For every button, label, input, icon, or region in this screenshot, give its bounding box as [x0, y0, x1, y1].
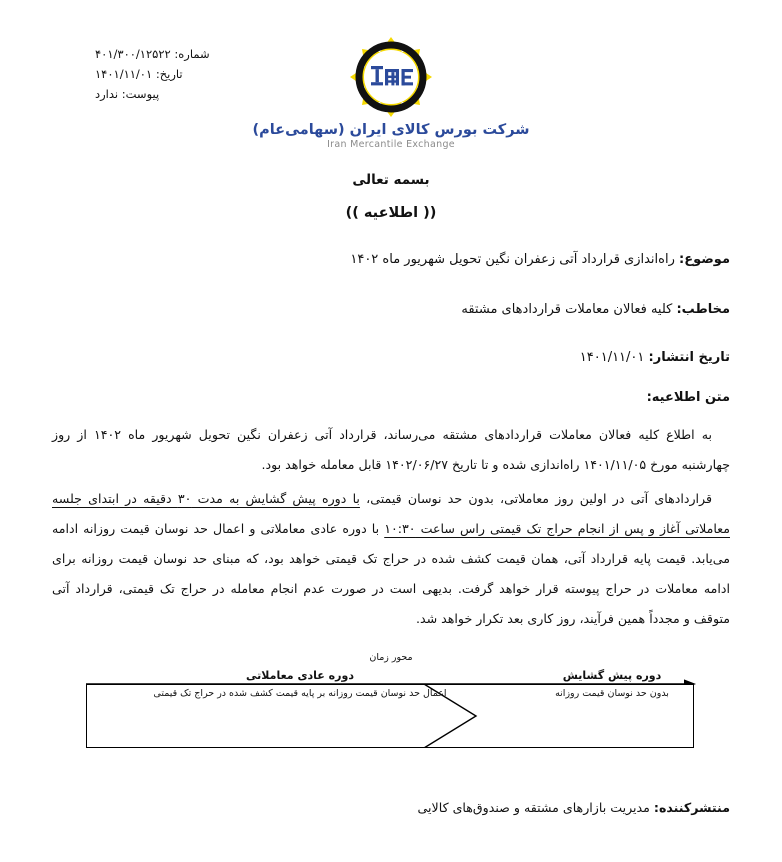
publish-date-value: ۱۴۰۱/۱۱/۰۱ [579, 350, 645, 365]
audience-value: کلیه فعالان معاملات قراردادهای مشتقه [461, 302, 673, 317]
field-subject [52, 252, 730, 267]
phase-normal-session-title: دوره عادی معاملاتی [246, 669, 354, 682]
meta-date-label: تاریخ: [155, 67, 183, 81]
subject-label: موضوع: [679, 252, 730, 267]
company-logo [0, 36, 782, 150]
phase-pre-opening [532, 652, 692, 716]
bismillah-line: بسمه تعالی [352, 172, 430, 188]
field-audience [52, 302, 730, 317]
phase-pre-opening-title: دوره پیش گشایش [562, 669, 662, 682]
phase-normal-session-subtitle: اعمال حد نوسان قیمت روزانه بر پایه قیمت کشف شده در حراج تک قیمتی [153, 688, 447, 699]
field-publish-date [52, 350, 730, 365]
meta-number-label: شماره: [174, 47, 210, 61]
body-paragraph-2 [52, 484, 730, 634]
body-paragraph-2-underlined: با دوره پیش گشایش به مدت ۳۰ دقیقه در ابتدای جلسه معاملاتی آغاز و پس از انجام حراج تک قیمتی راس ساعت ۱۰:۳۰ [52, 491, 730, 536]
notice-title: (( اطلاعیه )) [345, 205, 437, 221]
meta-attachment-label: پیوست: [121, 87, 160, 101]
meta-attachment-value: ندارد [95, 87, 119, 101]
meta-date-value: ۱۴۰۱/۱۱/۰۱ [95, 67, 153, 81]
ime-logo-icon [348, 36, 434, 118]
subject-value: راه‌اندازی قرارداد آتی زعفران نگین تحویل شهریور ماه ۱۴۰۲ [350, 252, 675, 267]
audience-label: مخاطب: [676, 302, 730, 317]
notice-body [52, 420, 730, 638]
trading-session-timeline [86, 652, 696, 770]
phase-normal-session [100, 652, 500, 716]
time-axis-label: محور زمان [369, 652, 413, 663]
logo-company-name-en: Iran Mercantile Exchange [327, 139, 455, 150]
publisher-line [52, 800, 730, 815]
body-heading-label: متن اطلاعیه: [646, 390, 730, 405]
logo-company-name-fa: شرکت بورس کالای ایران (سهامی‌عام) [252, 122, 530, 138]
body-paragraph-2-part-b: با دوره عادی معاملاتی و اعمال حد نوسان قیمت روزانه ادامه می‌یابد. قیمت پایه قرارداد آتی، همان قیمت کشف شده در حراج تک قیمتی خواهد بود، که مبنای حد نوسان قیمت روزانه برای ادامه معاملات در حراج پیوسته قرار خواهد گرفت. بدیهی است در صورت عدم انجام معامله در حراج تک قیمتی، قرارداد آتی متوقف و مجدداً همین فرآیند، روز کاری بعد تکرار خواهد شد. [52, 521, 730, 626]
publisher-label: منتشرکننده: [653, 800, 730, 815]
publish-date-label: تاریخ انتشار: [648, 350, 730, 365]
field-body-heading [52, 390, 730, 405]
meta-number-value: ۴۰۱/۳۰۰/۱۲۵۲۲ [95, 47, 171, 61]
phase-pre-opening-subtitle: بدون حد نوسان قیمت روزانه [555, 688, 669, 699]
body-paragraph-2-part-a: قراردادهای آتی در اولین روز معاملاتی، بدون حد نوسان قیمتی، [359, 491, 713, 506]
body-paragraph-1: به اطلاع کلیه فعالان معاملات قراردادهای مشتقه می‌رساند، قرارداد آتی زعفران نگین تحویل شهریور ماه ۱۴۰۲ از روز چهارشنبه مورخ ۱۴۰۱/۱۱/۰۵ راه‌اندازی شده و تا تاریخ ۱۴۰۲/۰۶/۲۷ قابل معامله خواهد بود. [52, 427, 730, 472]
publisher-value: مدیریت بازارهای مشتقه و صندوق‌های کالایی [417, 800, 650, 815]
